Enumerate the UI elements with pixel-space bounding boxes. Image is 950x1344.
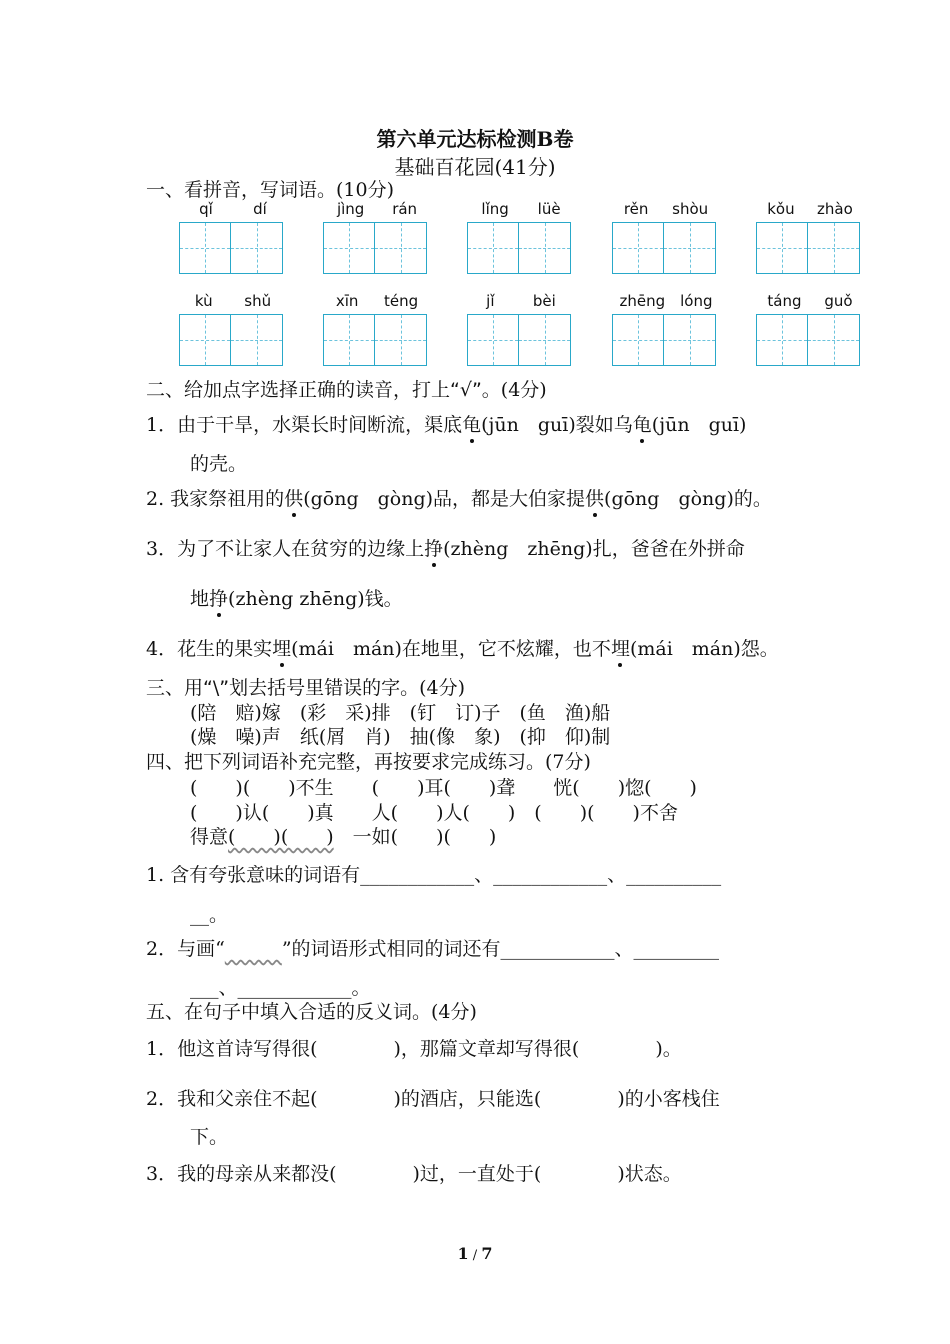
pinyin-syllable: lóng [680, 292, 713, 310]
q5-item-2: 2．我和父亲住不起( )的酒店，只能选( )的小客栈住 [146, 1088, 720, 1110]
tianzige-cell[interactable] [231, 314, 283, 366]
pinyin-syllable: jìng [336, 200, 365, 218]
tianzige-cell[interactable] [808, 222, 860, 274]
pinyin-label [179, 200, 287, 218]
pinyin-label [467, 200, 575, 218]
pinyin-label [323, 292, 431, 310]
q4-row-1: ( )( )不生 ( )耳( )聋 恍( )惚( ) [190, 777, 697, 799]
tianzige-cell[interactable] [467, 222, 519, 274]
pinyin-syllable: kù [194, 292, 213, 310]
pinyin-label [756, 292, 864, 310]
q4-question-1: 1. 含有夸张意味的词语有____________、____________、__________ [146, 864, 722, 886]
q4-row-3: 得意( )( ) 一如( )( ) [190, 826, 497, 848]
pinyin-syllable: táng [767, 292, 802, 310]
pinyin-label [323, 200, 431, 218]
tianzige-cell[interactable] [323, 222, 375, 274]
tianzige-cell[interactable] [808, 314, 860, 366]
q5-item-1: 1．他这首诗写得很( )，那篇文章却写得很( )。 [146, 1038, 682, 1060]
writing-grid [612, 222, 716, 274]
tianzige-cell[interactable] [519, 222, 571, 274]
tianzige-cell[interactable] [664, 222, 716, 274]
tianzige-cell[interactable] [756, 222, 808, 274]
tianzige-cell[interactable] [612, 314, 664, 366]
writing-grid [756, 222, 860, 274]
writing-grid [323, 222, 427, 274]
q4-question-2-cont: ___、____________。 [190, 977, 371, 999]
section-1-heading: 一、看拼音，写词语。(10分) [146, 179, 395, 201]
q5-item-3: 3．我的母亲从来都没( )过，一直处于( )状态。 [146, 1163, 682, 1185]
tianzige-cell[interactable] [323, 314, 375, 366]
pinyin-label [756, 200, 864, 218]
tianzige-cell[interactable] [756, 314, 808, 366]
pinyin-syllable: guǒ [824, 292, 853, 310]
tianzige-cell[interactable] [179, 314, 231, 366]
q2-item-1-cont: 的壳。 [190, 453, 248, 475]
dotted-char: 龟 [632, 414, 652, 436]
writing-grid [323, 314, 427, 366]
dotted-char: 龟 [462, 414, 482, 436]
dotted-char: 埋 [610, 638, 630, 660]
q2-item-4: 4．花生的果实埋(mái mán)在地里，它不炫耀，也不埋(mái mán)怨。 [146, 638, 779, 660]
section-subtitle: 基础百花园(41分) [394, 155, 556, 179]
pinyin-label [467, 292, 575, 310]
q3-row-1: (陪 赔)嫁 (彩 采)排 (钉 订)子 (鱼 渔)船 [190, 702, 611, 724]
dotted-char: 挣 [424, 538, 444, 560]
wavy-underline-sample [225, 938, 282, 960]
pinyin-syllable: lǐng [481, 200, 509, 218]
q2-item-1: 1．由于干旱，水渠长时间断流，渠底龟(jūn guī)裂如乌龟(jūn guī) [146, 414, 747, 436]
q2-item-3-cont: 地挣(zhèng zhēng)钱。 [190, 588, 403, 610]
pinyin-syllable: rěn [623, 200, 649, 218]
q3-row-2: (燥 噪)声 纸(屑 肖) 抽(像 象) (抑 仰)制 [190, 726, 611, 748]
pinyin-syllable: kǒu [767, 200, 795, 218]
dotted-char: 埋 [272, 638, 292, 660]
pinyin-label [612, 292, 720, 310]
section-4-heading: 四、把下列词语补充完整，再按要求完成练习。(7分) [146, 751, 591, 773]
tianzige-cell[interactable] [375, 222, 427, 274]
writing-grid [756, 314, 860, 366]
pinyin-syllable: zhào [817, 200, 853, 218]
pinyin-label [612, 200, 720, 218]
tianzige-cell[interactable] [519, 314, 571, 366]
pinyin-syllable: téng [384, 292, 419, 310]
pinyin-syllable: bèi [532, 292, 556, 310]
pinyin-syllable: zhēng [619, 292, 666, 310]
pinyin-syllable: rán [392, 200, 418, 218]
writing-grid [179, 314, 283, 366]
tianzige-cell[interactable] [375, 314, 427, 366]
q4-question-2: 2．与画“ ”的词语形式相同的词还有____________、_________ [146, 938, 720, 960]
writing-grid [467, 222, 571, 274]
pinyin-syllable: qǐ [199, 200, 213, 218]
pinyin-syllable: lüè [537, 200, 561, 218]
section-3-heading: 三、用“\”划去括号里错误的字。(4分) [146, 677, 466, 699]
tianzige-cell[interactable] [179, 222, 231, 274]
q5-item-2-cont: 下。 [190, 1126, 229, 1148]
writing-grid [467, 314, 571, 366]
q4-row-2: ( )认( )真 人( )人( ) ( )( )不舍 [190, 802, 678, 824]
page-title: 第六单元达标检测B卷 [376, 127, 574, 151]
q4-question-1-cont: __。 [190, 904, 229, 926]
page-number: 1 / 7 [457, 1244, 493, 1263]
dotted-char: 供 [585, 488, 605, 510]
pinyin-syllable: shòu [672, 200, 709, 218]
pinyin-syllable: dí [253, 200, 267, 218]
section-2-heading: 二、给加点字选择正确的读音，打上“√”。(4分) [146, 379, 547, 401]
tianzige-cell[interactable] [467, 314, 519, 366]
dotted-char: 挣 [209, 588, 229, 610]
q2-item-2: 2. 我家祭祖用的供(gōng gòng)品，都是大伯家提供(gōng gòng)的。 [146, 488, 772, 510]
tianzige-cell[interactable] [664, 314, 716, 366]
tianzige-cell[interactable] [612, 222, 664, 274]
section-5-heading: 五、在句子中填入合适的反义词。(4分) [146, 1001, 477, 1023]
dotted-char: 供 [284, 488, 304, 510]
pinyin-syllable: jǐ [486, 292, 495, 310]
q2-item-3: 3．为了不让家人在贫穷的边缘上挣(zhèng zhēng)扎，爸爸在外拼命 [146, 538, 745, 560]
pinyin-syllable: xīn [335, 292, 359, 310]
writing-grid [612, 314, 716, 366]
tianzige-cell[interactable] [231, 222, 283, 274]
pinyin-syllable: shǔ [244, 292, 272, 310]
writing-grid [179, 222, 283, 274]
wavy-underlined-blank: ( )( ) [228, 826, 334, 848]
pinyin-label [179, 292, 287, 310]
